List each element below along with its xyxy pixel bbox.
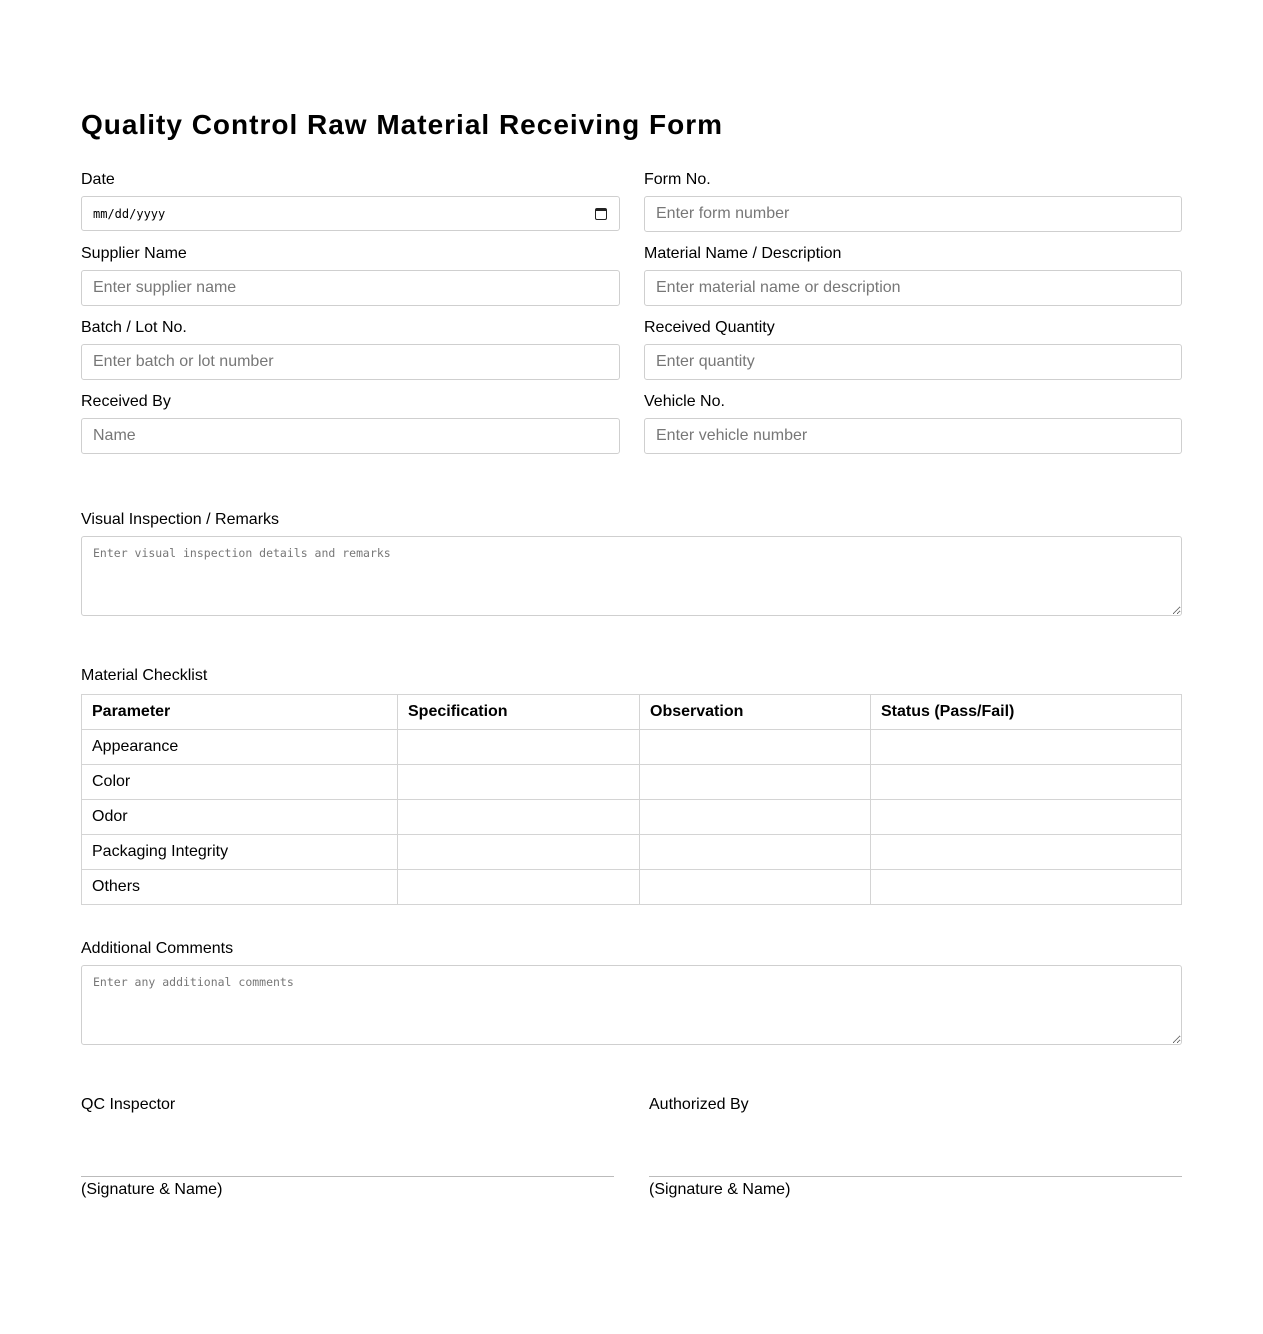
parameter-cell: Others [82,870,398,905]
observation-cell[interactable] [640,835,871,870]
date-input[interactable] [81,196,620,231]
material-checklist-label: Material Checklist [81,667,208,684]
form-no-label: Form No. [644,171,711,188]
table-row [82,835,1182,870]
batch-no-field-group [81,318,620,380]
supplier-name-label: Supplier Name [81,245,187,262]
supplier-name-field-group [81,244,620,306]
qc-inspector-title: QC Inspector [81,1096,176,1113]
qc-inspector-signature-block [81,1094,614,1200]
additional-comments-label: Additional Comments [81,940,234,957]
received-quantity-input[interactable] [644,344,1182,380]
header-observation: Observation [640,695,871,730]
header-status: Status (Pass/Fail) [871,695,1182,730]
authorized-by-caption: (Signature & Name) [649,1181,791,1198]
specification-cell[interactable] [398,870,640,905]
specification-cell[interactable] [398,800,640,835]
batch-no-label: Batch / Lot No. [81,319,187,336]
parameter-cell: Appearance [82,730,398,765]
authorized-by-signature-block [649,1094,1182,1200]
status-cell[interactable] [871,835,1182,870]
material-name-label: Material Name / Description [644,245,842,262]
qc-inspector-caption: (Signature & Name) [81,1181,223,1198]
specification-cell[interactable] [398,835,640,870]
supplier-name-input[interactable] [81,270,620,306]
additional-comments-textarea[interactable] [81,965,1182,1045]
observation-cell[interactable] [640,765,871,800]
status-cell[interactable] [871,800,1182,835]
received-by-input[interactable] [81,418,620,454]
table-row [82,730,1182,765]
date-placeholder: mm/dd/yyyy [93,206,166,221]
date-label: Date [81,171,115,188]
material-name-field-group [644,244,1182,306]
vehicle-no-input[interactable] [644,418,1182,454]
specification-cell[interactable] [398,730,640,765]
received-quantity-field-group [644,318,1182,380]
form-no-input[interactable] [644,196,1182,232]
qc-inspector-signature-line[interactable] [81,1176,614,1177]
parameter-cell: Packaging Integrity [82,835,398,870]
header-parameter: Parameter [82,695,398,730]
observation-cell[interactable] [640,870,871,905]
visual-inspection-label: Visual Inspection / Remarks [81,511,280,528]
authorized-by-title: Authorized By [649,1096,749,1113]
specification-cell[interactable] [398,765,640,800]
table-header-row [82,695,1182,730]
table-row [82,765,1182,800]
date-field-group [81,170,620,232]
batch-no-input[interactable] [81,344,620,380]
form-no-field-group [644,170,1182,232]
calendar-icon[interactable] [595,208,607,220]
vehicle-no-field-group [644,392,1182,454]
table-row [82,870,1182,905]
page-title: Quality Control Raw Material Receiving Form [81,109,724,140]
table-row [82,800,1182,835]
observation-cell[interactable] [640,800,871,835]
received-by-label: Received By [81,393,171,410]
header-specification: Specification [398,695,640,730]
received-by-field-group [81,392,620,454]
status-cell[interactable] [871,870,1182,905]
parameter-cell: Odor [82,800,398,835]
observation-cell[interactable] [640,730,871,765]
visual-inspection-textarea[interactable] [81,536,1182,616]
received-quantity-label: Received Quantity [644,319,775,336]
authorized-by-signature-line[interactable] [649,1176,1182,1177]
material-checklist-table [81,694,1182,905]
form-fields-grid [81,170,1182,454]
vehicle-no-label: Vehicle No. [644,393,725,410]
parameter-cell: Color [82,765,398,800]
status-cell[interactable] [871,765,1182,800]
material-name-input[interactable] [644,270,1182,306]
status-cell[interactable] [871,730,1182,765]
